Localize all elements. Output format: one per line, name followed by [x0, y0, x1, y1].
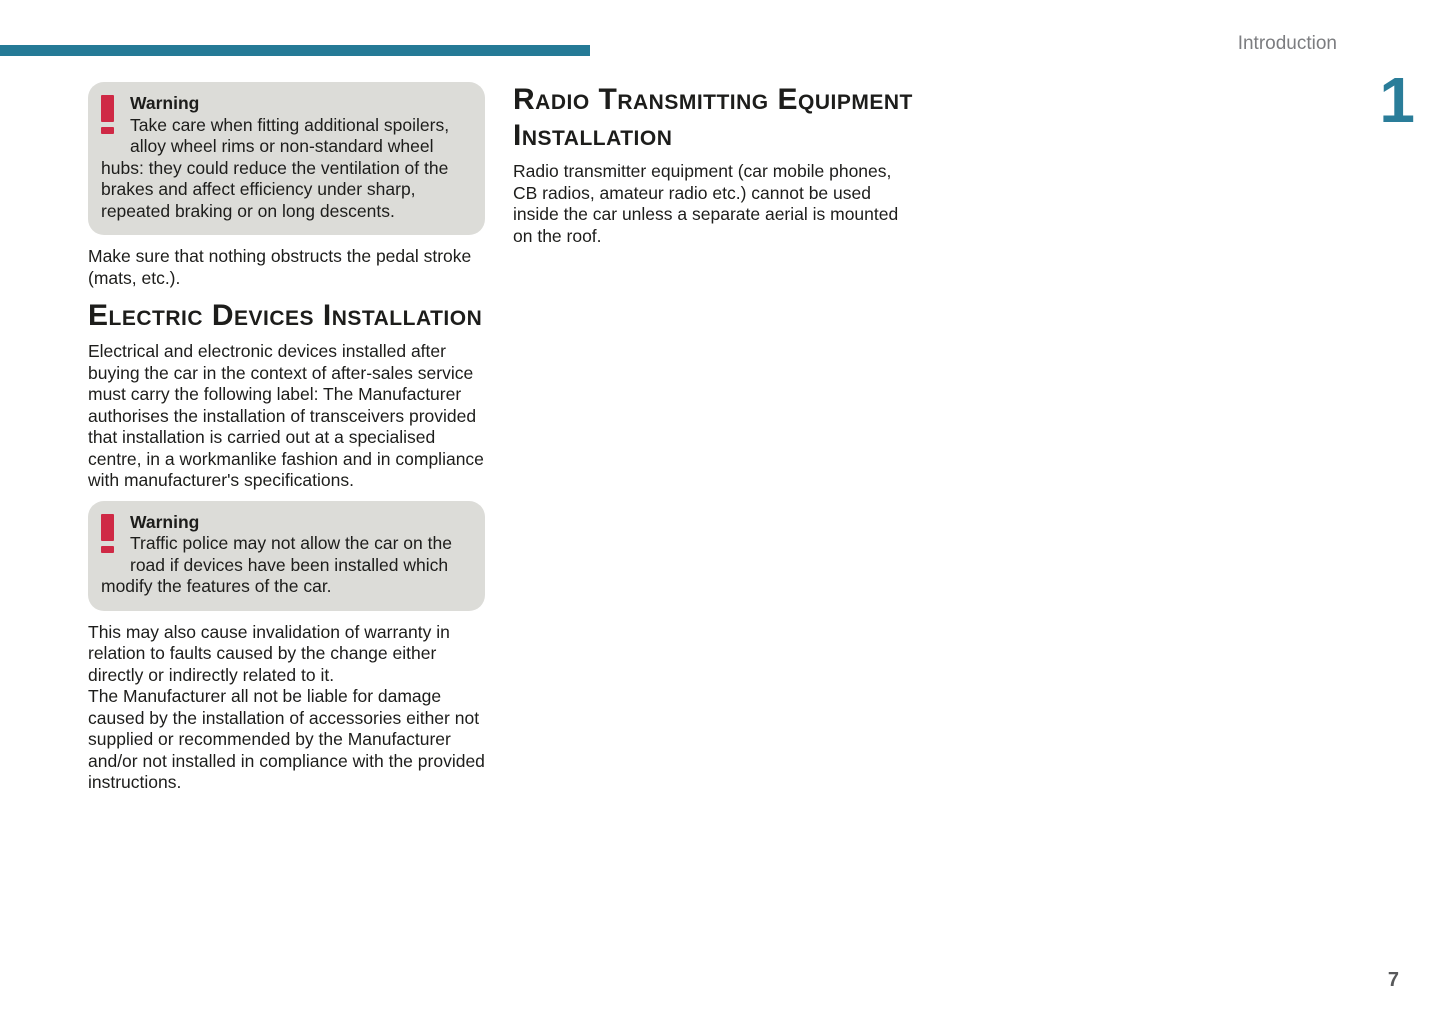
- accent-rule-bar: [0, 45, 590, 56]
- page-number: 7: [1387, 969, 1399, 991]
- warning-title: Warning: [130, 511, 200, 532]
- paragraph-electric-devices: Electrical and electronic devices installed after buying the car in the context of after-sales service must carry the following label: The Manufacturer authorises the installation of transceivers provided that installation is carried out at a specialised centre, in a workmanlike fashion and in compliance with manufacturer's specifications.: [88, 341, 484, 490]
- left-column: [88, 82, 485, 794]
- paragraph-warranty-invalidation: This may also cause invalidation of warranty in relation to faults caused by the change either directly or indirectly related to it.: [88, 621, 450, 685]
- warning-text: Traffic police may not allow the car on the road if devices have been installed which modify the features of the car.: [101, 533, 452, 596]
- warning-box-spoilers: [88, 82, 485, 235]
- warning-text: Take care when fitting additional spoilers, alloy wheel rims or non-standard wheel hubs: they could reduce the ventilation of the brakes and affect efficiency under sharp, repeated braking or on long descents.: [101, 114, 450, 221]
- chapter-number: 1: [1379, 64, 1415, 136]
- section-label: Introduction: [1237, 33, 1337, 54]
- warning-exclamation-icon: [101, 95, 118, 137]
- paragraph-radio-transmitter: Radio transmitter equipment (car mobile phones, CB radios, amateur radio etc.) cannot be used inside the car unless a separate aerial is mounted on the roof.: [513, 161, 899, 246]
- warning-title: Warning: [130, 93, 200, 113]
- right-column: [513, 82, 913, 256]
- paragraph-manufacturer-liability: The Manufacturer all not be liable for damage caused by the installation of accessories either not supplied or recommended by the Manufacturer and/or not installed in compliance with the provided instructions.: [88, 686, 485, 792]
- paragraph-pedal-stroke: Make sure that nothing obstructs the pedal stroke (mats, etc.).: [88, 246, 472, 288]
- warning-box-traffic-police: [88, 501, 485, 611]
- warning-exclamation-icon: [101, 514, 118, 556]
- heading-radio-transmitting-equipment: Radio Transmitting Equipment Installation: [513, 83, 913, 152]
- heading-electric-devices-installation: Electric Devices Installation: [88, 299, 483, 332]
